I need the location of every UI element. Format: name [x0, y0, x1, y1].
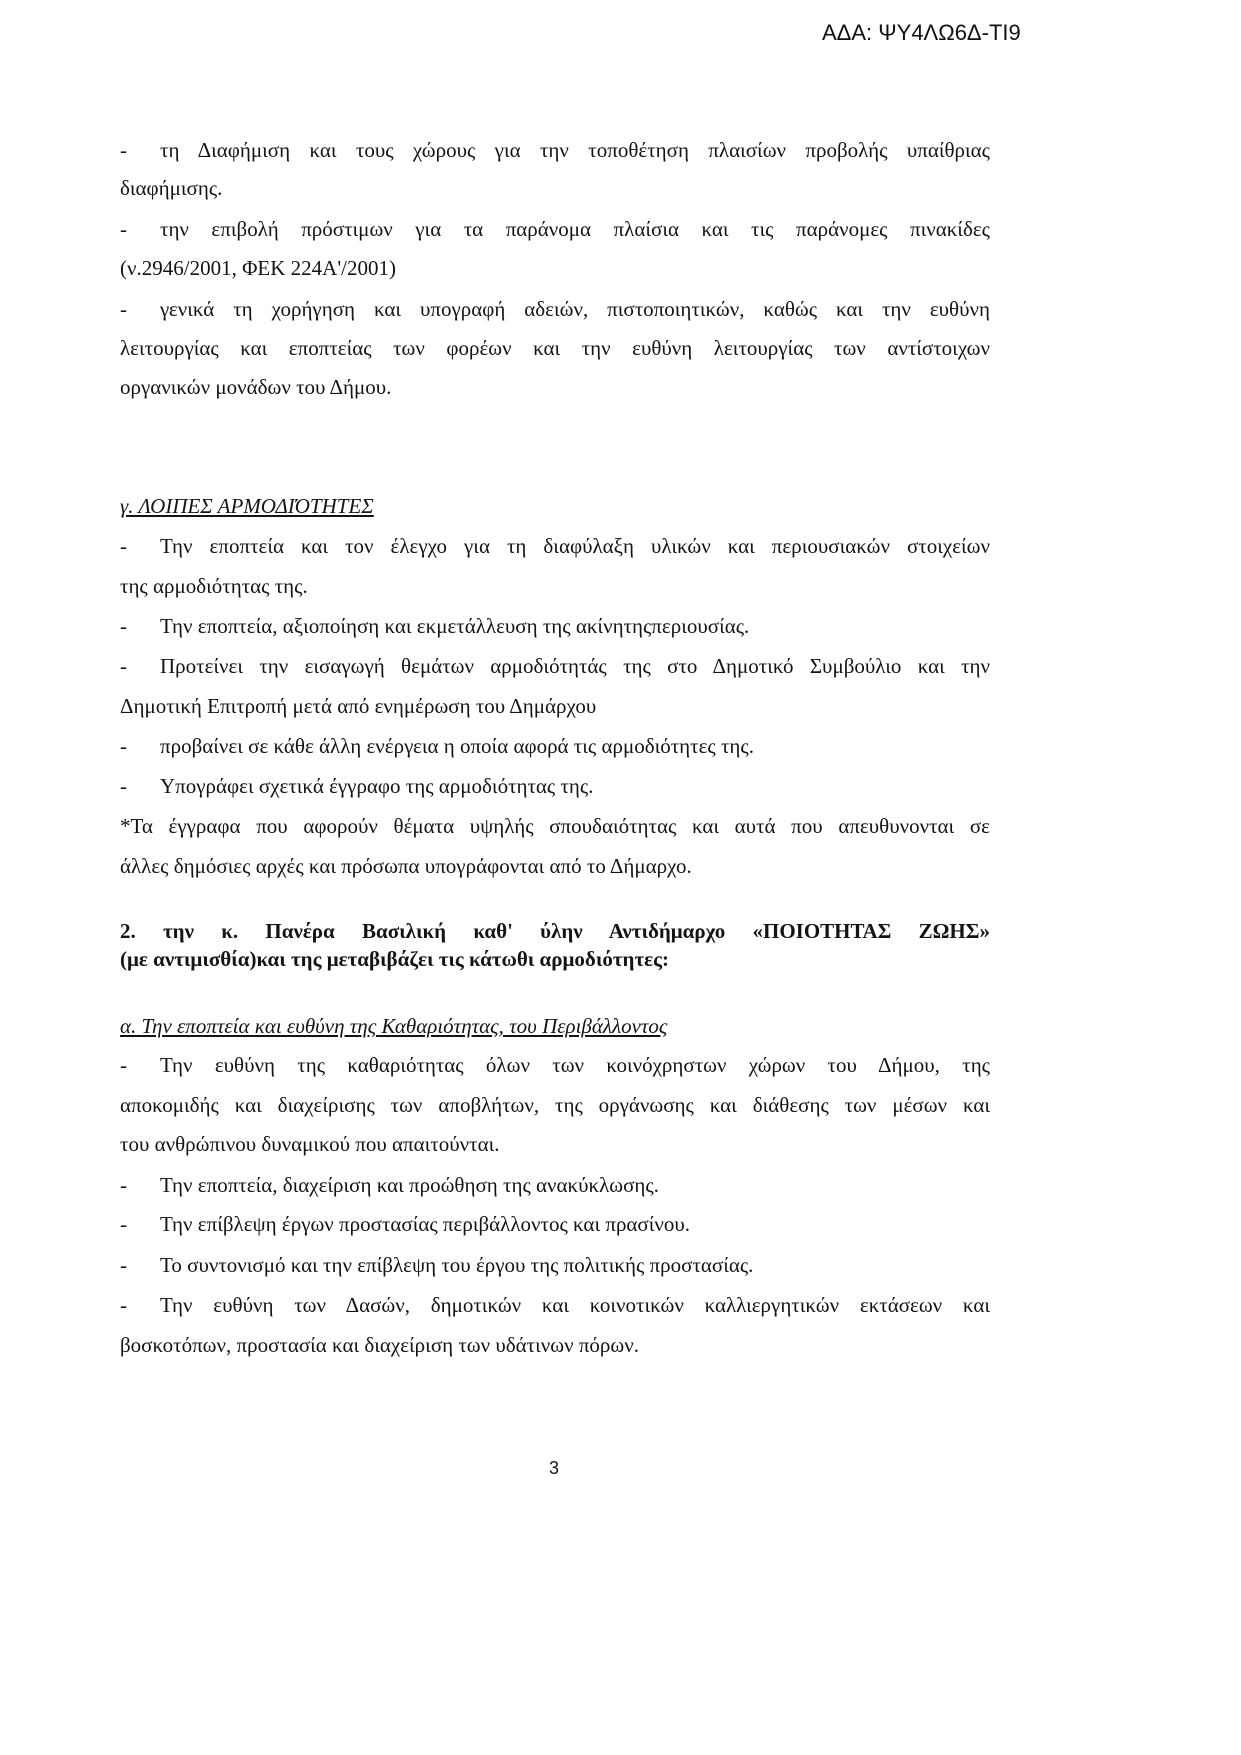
document-line: (ν.2946/2001, ΦΕΚ 224Α'/2001)	[120, 256, 396, 280]
bullet-dash: -	[120, 1293, 127, 1317]
bullet-text: την επιβολή πρόστιμων για τα παράνομα πλαίσια και τις παράνομες πινακίδες	[160, 217, 990, 241]
bullet-text: Την ευθύνη των Δασών, δημοτικών και κοινοτικών καλλιεργητικών εκτάσεων και	[160, 1293, 990, 1317]
bullet-text: Την εποπτεία, αξιοποίηση και εκμετάλλευση της ακίνητηςπεριουσίας.	[160, 614, 750, 638]
document-line: διαφήμισης.	[120, 176, 223, 200]
bullet-item	[120, 1045, 990, 1085]
document-line: του ανθρώπινου δυναμικού που απαιτούνται.	[120, 1132, 500, 1156]
bullet-dash: -	[120, 774, 127, 798]
bullet-text: τη Διαφήμιση και τους χώρους για την τοποθέτηση πλαισίων προβολής υπαίθριας	[160, 138, 990, 162]
section-heading-text: γ. ΛΟΙΠΕΣ ΑΡΜΟΔΙΌΤΗΤΕΣ	[120, 494, 374, 518]
bullet-text: Το συντονισμό και την επίβλεψη του έργου της πολιτικής προστασίας.	[160, 1253, 754, 1277]
bullet-dash: -	[120, 1053, 127, 1077]
bullet-text: Την εποπτεία, διαχείριση και προώθηση της ανακύκλωσης.	[160, 1173, 659, 1197]
bullet-dash: -	[120, 138, 127, 162]
bullet-dash: -	[120, 654, 127, 678]
bullet-text: γενικά τη χορήγηση και υπογραφή αδειών, πιστοποιητικών, καθώς και την ευθύνη	[160, 297, 990, 321]
section-heading-cleanliness	[120, 1006, 990, 1046]
section-heading-text: α. Την εποπτεία και ευθύνη της Καθαριότητας, του Περιβάλλοντος	[120, 1014, 668, 1038]
document-line: λειτουργίας και εποπτείας των φορέων και την ευθύνη λειτουργίας των αντίστοιχων	[120, 336, 990, 360]
bullet-text: Την εποπτεία και τον έλεγχο για τη διαφύλαξη υλικών και περιουσιακών στοιχείων	[160, 534, 990, 558]
document-line: βοσκοτόπων, προστασία και διαχείριση των υδάτινων πόρων.	[120, 1333, 639, 1357]
document-line: αποκομιδής και διαχείρισης των αποβλήτων, της οργάνωσης και διάθεσης των μέσων και	[120, 1093, 990, 1117]
bullet-item	[120, 209, 990, 249]
bullet-item	[120, 1245, 990, 1285]
bullet-item	[120, 526, 990, 566]
deputy-title-line: (με αντιμισθία)και της μεταβιβάζει τις κάτωθι αρμοδιότητες:	[120, 947, 669, 971]
document-line: οργανικών μονάδων του Δήμου.	[120, 375, 392, 399]
section-heading-other	[120, 486, 990, 526]
bullet-text: Την ευθύνη της καθαριότητας όλων των κοινόχρηστων χώρων του Δήμου, της	[160, 1053, 990, 1077]
bullet-item	[120, 726, 990, 766]
bullet-dash: -	[120, 217, 127, 241]
bullet-text: προβαίνει σε κάθε άλλη ενέργεια η οποία αφορά τις αρμοδιότητες της.	[160, 734, 754, 758]
deputy-title-line: 2. την κ. Πανέρα Βασιλική καθ' ύλην Αντιδήμαρχο «ΠΟΙΟΤΗΤΑΣ ΖΩΗΣ»	[120, 919, 990, 943]
bullet-dash: -	[120, 1253, 127, 1277]
bullet-dash: -	[120, 1173, 127, 1197]
page-number: 3	[549, 1458, 560, 1478]
document-line: Δημοτική Επιτροπή μετά από ενημέρωση του Δημάρχου	[120, 694, 597, 718]
bullet-text: Προτείνει την εισαγωγή θεμάτων αρμοδιότητάς της στο Δημοτικό Συμβούλιο και την	[160, 654, 990, 678]
bullet-text: Υπογράφει σχετικά έγγραφο της αρμοδιότητας της.	[160, 774, 594, 798]
bullet-dash: -	[120, 1212, 127, 1236]
bullet-dash: -	[120, 614, 127, 638]
bullet-item	[120, 1285, 990, 1325]
bullet-item	[120, 1165, 990, 1205]
bullet-item	[120, 766, 990, 806]
note-line: *Τα έγγραφα που αφορούν θέματα υψηλής σπουδαιότητας και αυτά που απευθυνονται σε	[120, 814, 990, 838]
bullet-item	[120, 606, 990, 646]
bullet-dash: -	[120, 297, 127, 321]
bullet-dash: -	[120, 534, 127, 558]
bullet-text: Την επίβλεψη έργων προστασίας περιβάλλοντος και πρασίνου.	[160, 1212, 691, 1236]
bullet-item	[120, 289, 990, 329]
note-line: άλλες δημόσιες αρχές και πρόσωπα υπογράφονται από το Δήμαρχο.	[120, 854, 692, 878]
ada-code: ΑΔΑ: ΨΥ4ΛΩ6Δ-ΤΙ9	[822, 20, 1021, 45]
bullet-dash: -	[120, 734, 127, 758]
bullet-item	[120, 130, 990, 170]
bullet-item	[120, 646, 990, 686]
bullet-item	[120, 1204, 990, 1244]
document-line: της αρμοδιότητας της.	[120, 574, 308, 598]
